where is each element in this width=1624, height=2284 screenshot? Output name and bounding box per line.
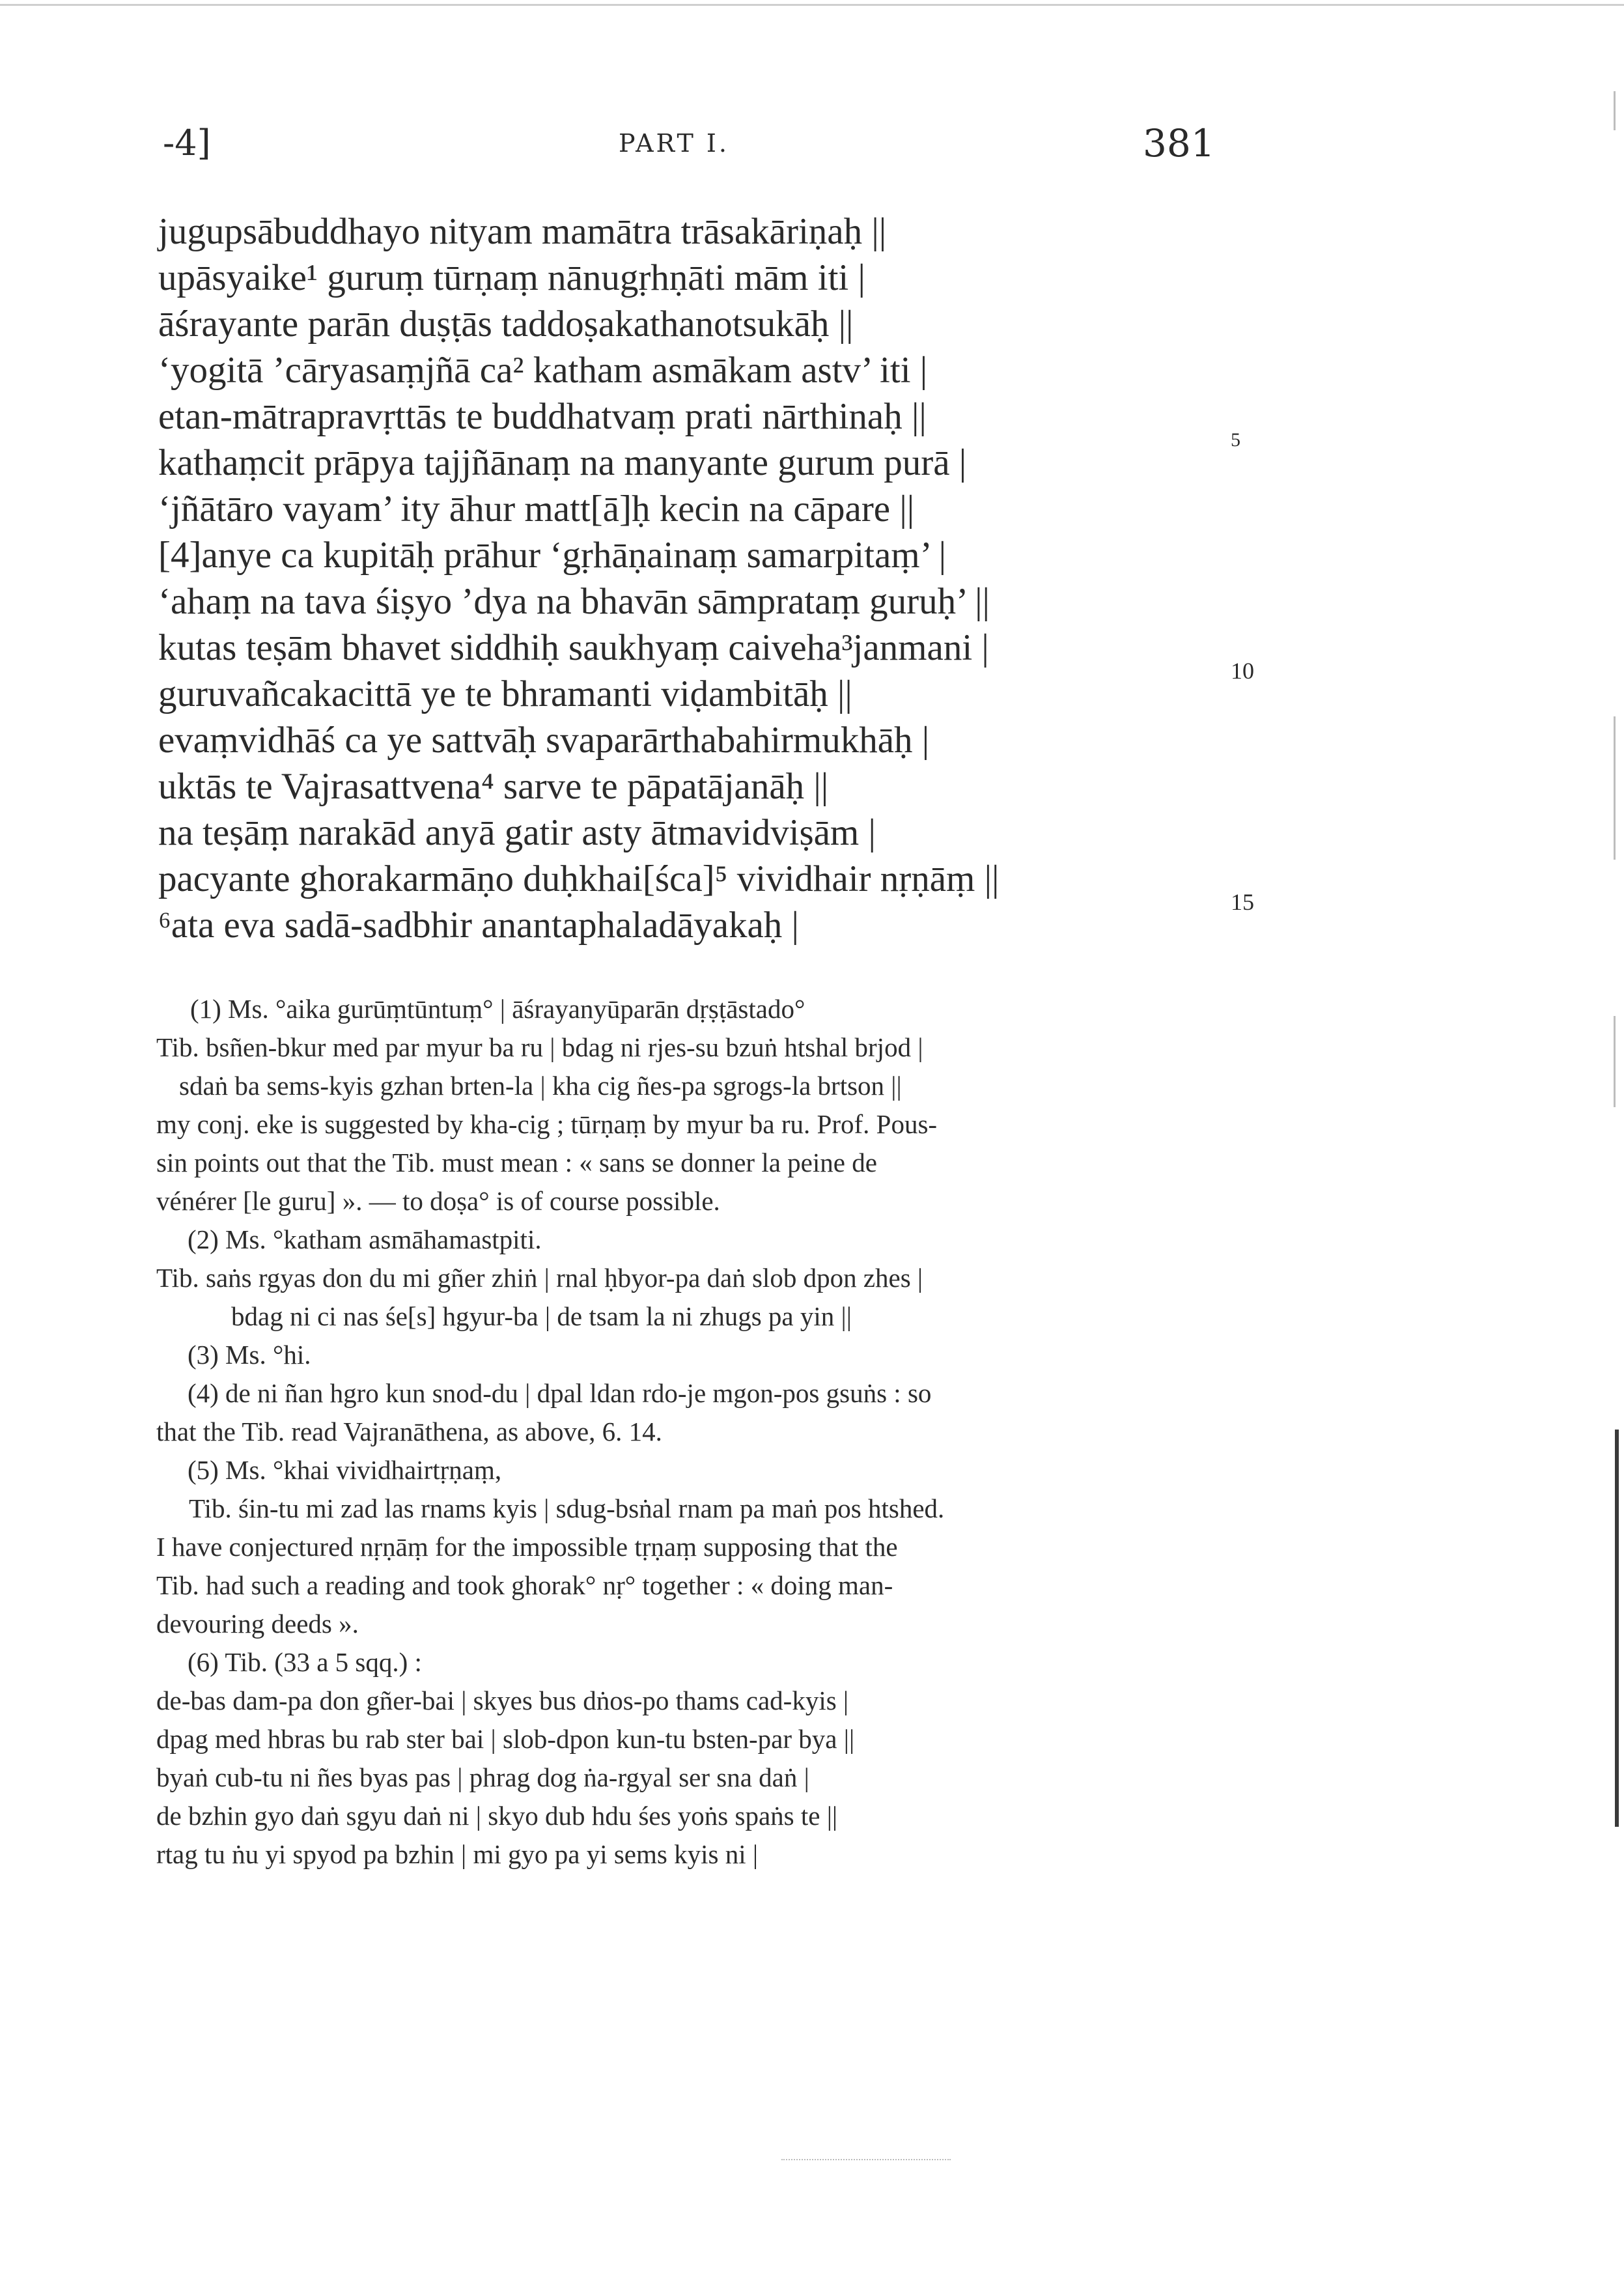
verse-line: [4]anye ca kupitāḥ prāhur ‘gṛhāṇainaṃ samarpitaṃ’ |: [158, 535, 946, 576]
line-number: 15: [1231, 889, 1254, 915]
verse-line: āśrayante parān duṣṭās taddoṣakathanotsukāḥ ||: [158, 303, 854, 345]
scan-edge-bar: [1615, 1430, 1619, 1827]
footnote-line: (6) Tib. (33 a 5 sqq.) :: [188, 1647, 422, 1677]
scan-noise: [781, 2159, 951, 2160]
verse-line: kathaṃcit prāpya tajjñānaṃ na manyante gurum purā |: [158, 442, 967, 483]
footnote-line: Tib. bsñen-bkur med par myur ba ru | bdag ni rjes-su bzuṅ htshal brjod |: [156, 1032, 923, 1062]
running-head-left: -4]: [163, 122, 211, 163]
running-head-title: PART I.: [619, 129, 729, 158]
scan-edge-mark: [1614, 716, 1616, 860]
footnote-line: (5) Ms. °khai vividhairtṛṇaṃ,: [188, 1455, 502, 1485]
verse-line: upāsyaike¹ guruṃ tūrṇaṃ nānugṛhṇāti mām iti |: [158, 257, 865, 298]
verse-line: ‘jñātāro vayam’ ity āhur matt[ā]ḥ kecin na cāpare ||: [158, 488, 915, 529]
scan-top-edge: [0, 4, 1624, 6]
footnote-line: vénérer [le guru] ». — to doṣa° is of course possible.: [156, 1186, 720, 1216]
verse-line: uktās te Vajrasattvena⁴ sarve te pāpatājanāḥ ||: [158, 766, 829, 807]
verse-line: jugupsābuddhayo nityam mamātra trāsakāriṇaḥ ||: [158, 211, 887, 252]
footnote-line: de-bas dam-pa don gñer-bai | skyes bus dṅos-po thams cad-kyis |: [156, 1685, 849, 1715]
verse-line: etan-mātrapravṛttās te buddhatvaṃ prati nārthinaḥ ||: [158, 396, 927, 437]
verse-line: na teṣāṃ narakād anyā gatir asty ātmavidviṣām |: [158, 812, 876, 853]
verse-line: pacyante ghorakarmāṇo duḥkhai[śca]⁵ vividhair nṛṇāṃ ||: [158, 858, 1000, 899]
verse-line: evaṃvidhāś ca ye sattvāḥ svaparārthabahirmukhāḥ |: [158, 720, 930, 761]
verse-line: ⁶ata eva sadā-sadbhir anantaphaladāyakaḥ |: [158, 905, 799, 946]
footnote-line: byaṅ cub-tu ni ñes byas pas | phrag dog ṅa-rgyal ser sna daṅ |: [156, 1762, 809, 1792]
verse-line: guruvañcakacittā ye te bhramanti viḍambitāḥ ||: [158, 673, 852, 714]
footnote-line: (2) Ms. °katham asmāhamastpiti.: [188, 1224, 542, 1254]
footnote-line: my conj. eke is suggested by kha-cig ; tūrṇaṃ by myur ba ru. Prof. Pous-: [156, 1109, 938, 1139]
verse-line: kutas teṣām bhavet siddhiḥ saukhyaṃ caiveha³janmani |: [158, 627, 989, 668]
footnote-line: de bzhin gyo daṅ sgyu daṅ ni | skyo dub hdu śes yoṅs spaṅs te ||: [156, 1801, 838, 1831]
page-number: 381: [1143, 121, 1215, 165]
footnote-line: dpag med hbras bu rab ster bai | slob-dpon kun-tu bsten-par bya ||: [156, 1724, 855, 1754]
line-number: 5: [1231, 429, 1240, 451]
footnote-line: devouring deeds ».: [156, 1609, 359, 1639]
scan-edge-mark: [1614, 91, 1616, 130]
verse-line: ‘yogitā ’cāryasaṃjñā ca² katham asmākam astv’ iti |: [158, 350, 928, 391]
scan-edge-mark: [1614, 1016, 1616, 1107]
verse-line: ‘ahaṃ na tava śiṣyo ’dya na bhavān sāmprataṃ guruḥ’ ||: [158, 581, 990, 622]
footnote-line: sdaṅ ba sems-kyis gzhan brten-la | kha cig ñes-pa sgrogs-la brtson ||: [179, 1071, 902, 1101]
footnote-line: I have conjectured nṛṇāṃ for the impossible tṛṇaṃ supposing that the: [156, 1532, 898, 1562]
footnote-line: (1) Ms. °aika gurūṃtūntuṃ° | āśrayanyūparān dṛṣṭāstado°: [190, 994, 805, 1024]
footnote-line: that the Tib. read Vajranāthena, as above, 6. 14.: [156, 1417, 662, 1446]
footnote-line: Tib. had such a reading and took ghorak° nṛ° together : « doing man-: [156, 1570, 893, 1600]
footnote-line: (3) Ms. °hi.: [188, 1340, 311, 1370]
footnote-line: sin points out that the Tib. must mean : « sans se donner la peine de: [156, 1148, 877, 1177]
footnote-line: (4) de ni ñan hgro kun snod-du | dpal ldan rdo-je mgon-pos gsuṅs : so: [188, 1378, 932, 1408]
footnote-line: rtag tu ṅu yi spyod pa bzhin | mi gyo pa yi sems kyis ni |: [156, 1839, 759, 1869]
footnote-line: Tib. śin-tu mi zad las rnams kyis | sdug-bsṅal rnam pa maṅ pos htshed.: [189, 1493, 945, 1523]
line-number: 10: [1231, 658, 1254, 684]
footnote-line: bdag ni ci nas śe[s] hgyur-ba | de tsam la ni zhugs pa yin ||: [231, 1301, 852, 1331]
footnote-line: Tib. saṅs rgyas don du mi gñer zhiṅ | rnal ḥbyor-pa daṅ slob dpon zhes |: [156, 1263, 923, 1293]
